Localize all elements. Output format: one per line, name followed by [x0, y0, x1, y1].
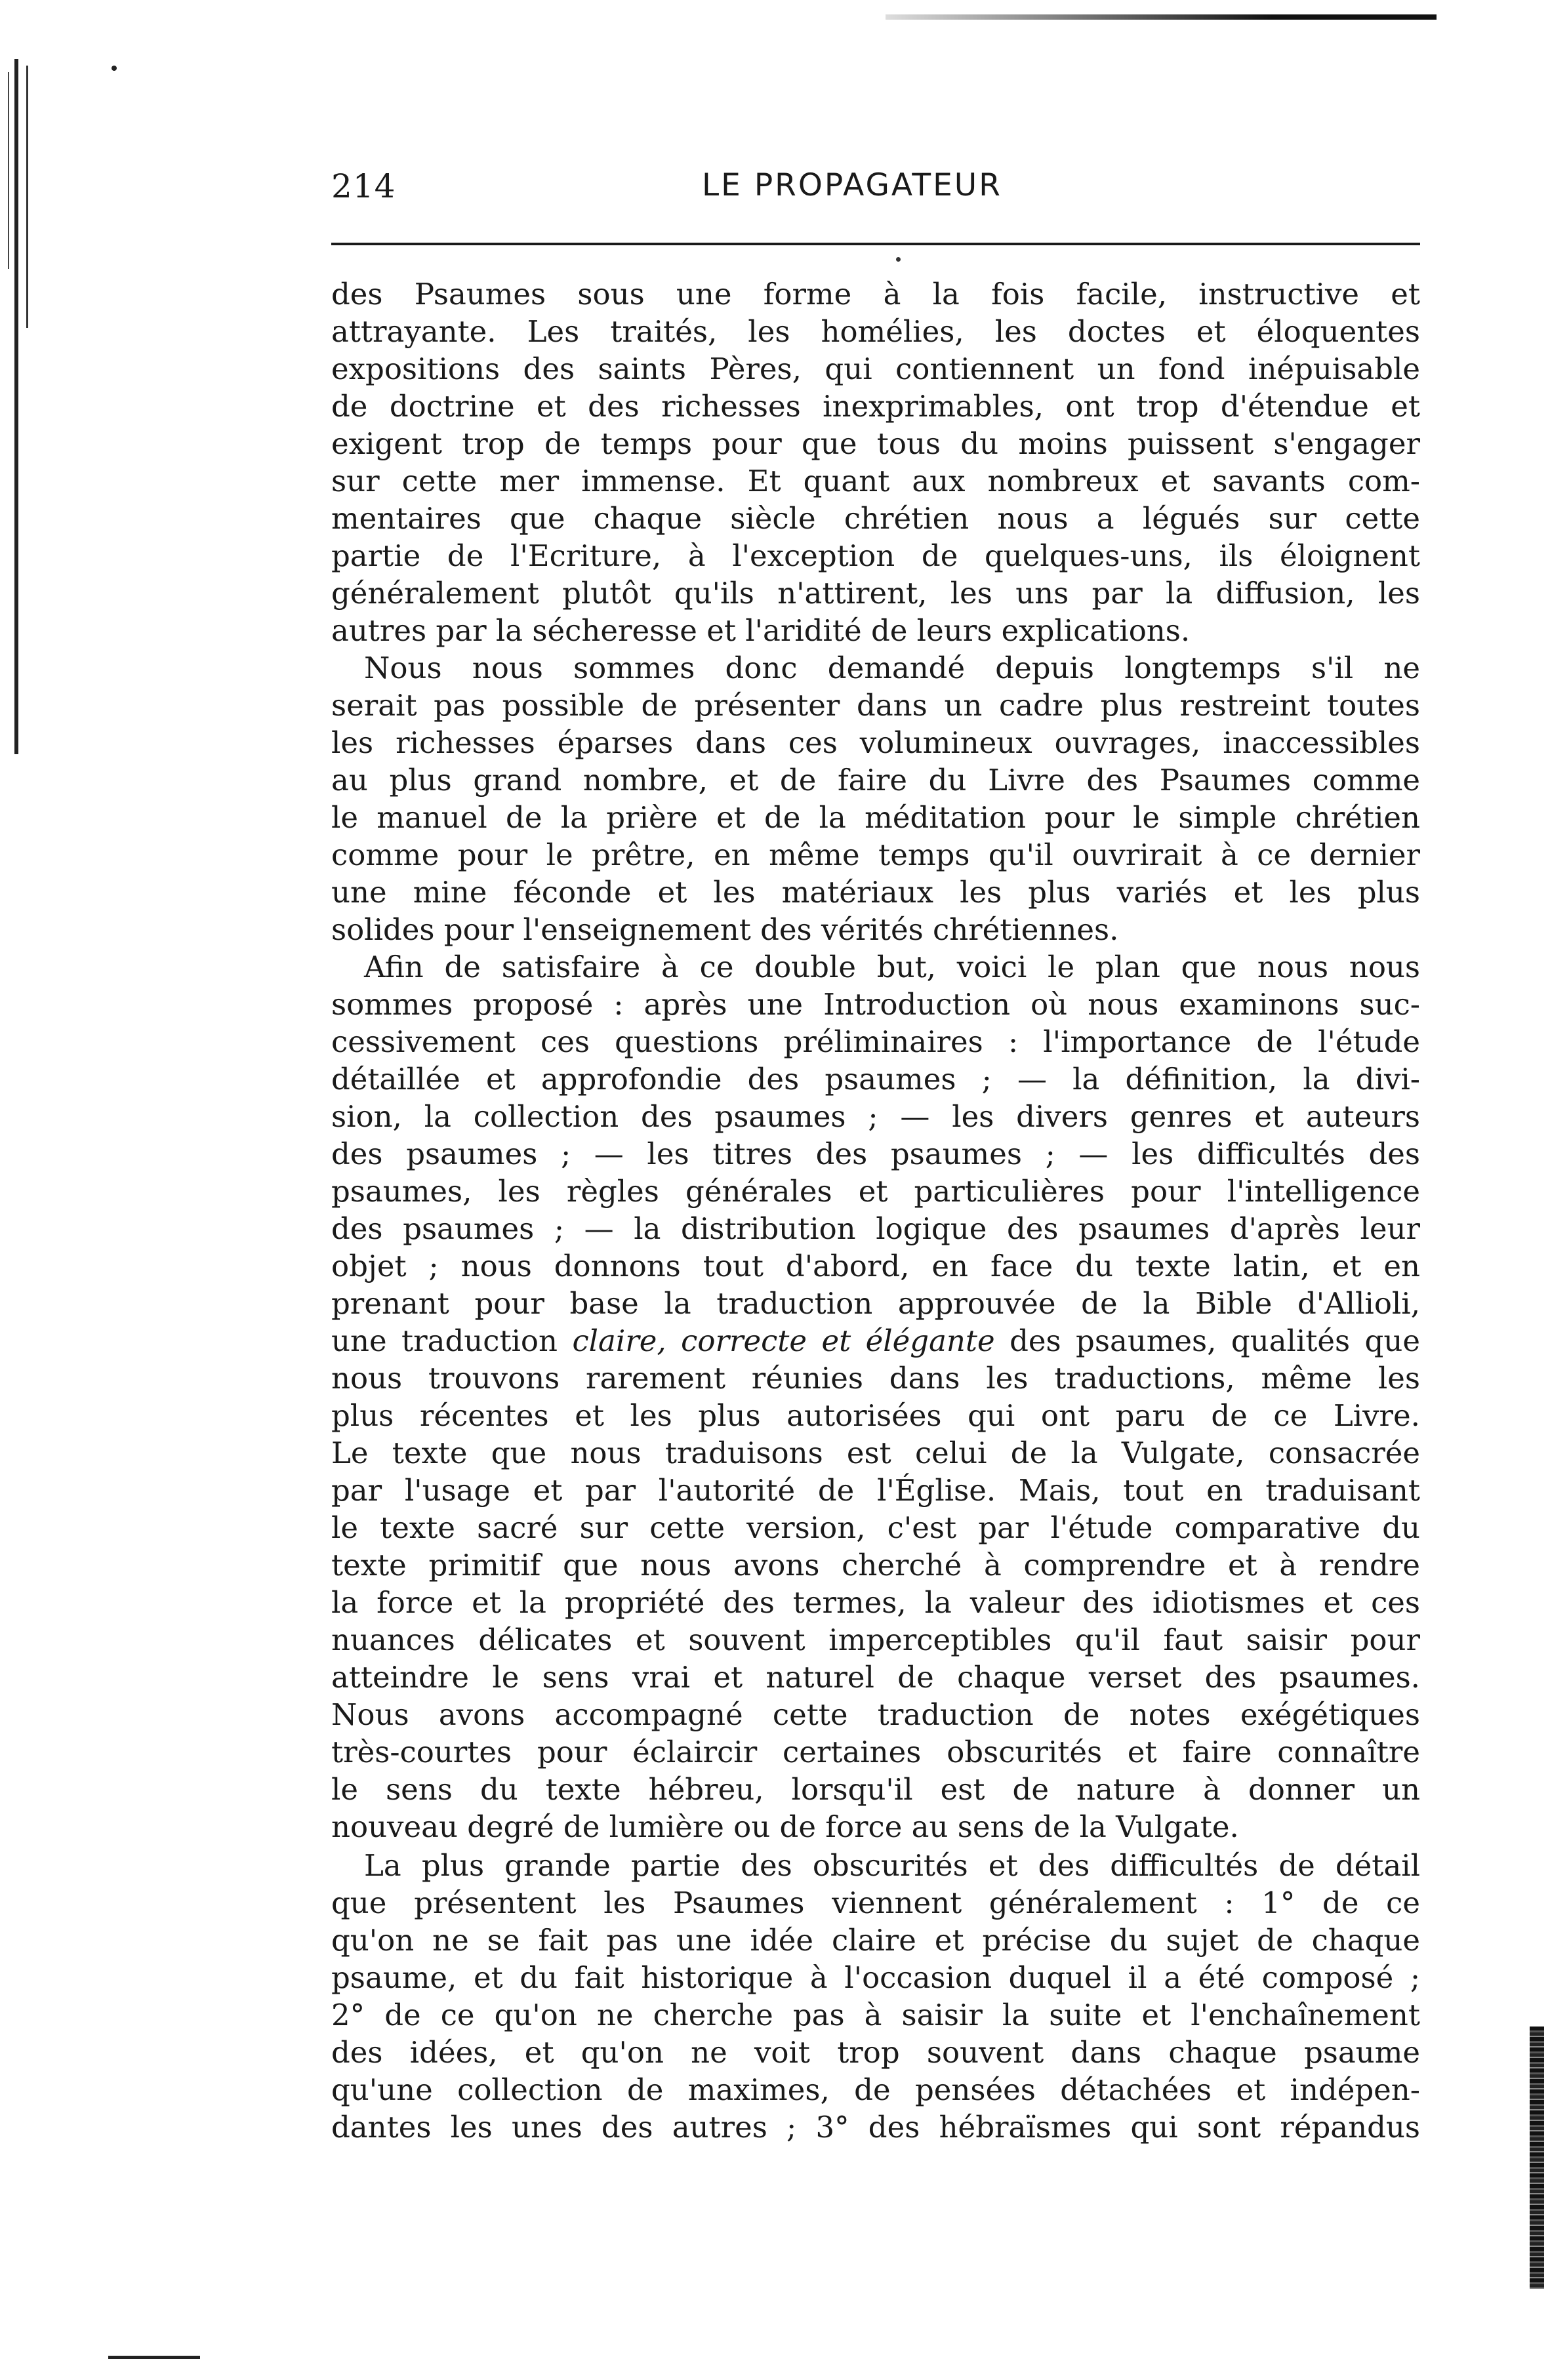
- text-line: serait pas possible de présenter dans un cadre plus restreint toutes: [331, 688, 1420, 723]
- text-line: qu'on ne se fait pas une idée claire et précise du sujet de chaque: [331, 1923, 1420, 1958]
- text-line: sur cette mer immense. Et quant aux nombreux et savants com-: [331, 464, 1420, 498]
- text-line: texte primitif que nous avons cherché à comprendre et à rendre: [331, 1548, 1420, 1583]
- text-line: sommes proposé : après une Introduction où nous examinons suc-: [331, 987, 1420, 1022]
- text-line: le manuel de la prière et de la méditation pour le simple chrétien: [331, 800, 1420, 835]
- text-line: objet ; nous donnons tout d'abord, en face du texte latin, et en: [331, 1249, 1420, 1283]
- page-number: 214: [331, 167, 396, 205]
- scan-edge-left-inner: [26, 66, 28, 328]
- italic-emphasis: claire, correcte et élégante: [572, 1323, 995, 1358]
- text-line: partie de l'Ecriture, à l'exception de quelques-uns, ils éloignent: [331, 538, 1420, 573]
- text-line-with-italic: [331, 1322, 1420, 1360]
- text-line: dantes les unes des autres ; 3° des hébraïsmes qui sont répandus: [331, 2110, 1420, 2145]
- text-line: mentaires que chaque siècle chrétien nous a légués sur cette: [331, 501, 1420, 536]
- text-line: Nous nous sommes donc demandé depuis longtemps s'il ne: [364, 651, 1420, 685]
- text-line: le texte sacré sur cette version, c'est par l'étude comparative du: [331, 1510, 1420, 1545]
- text-line: généralement plutôt qu'ils n'attirent, les uns par la diffusion, les: [331, 576, 1420, 611]
- text-line: solides pour l'enseignement des vérités chrétiennes.: [331, 912, 1119, 947]
- text-line: Afin de satisfaire à ce double but, voici le plan que nous nous: [364, 950, 1420, 984]
- text-line: comme pour le prêtre, en même temps qu'il ouvrirait à ce dernier: [331, 837, 1420, 872]
- text-line: sion, la collection des psaumes ; — les divers genres et auteurs: [331, 1099, 1420, 1134]
- text-line: des idées, et qu'on ne voit trop souvent dans chaque psaume: [331, 2035, 1420, 2070]
- text-line: détaillée et approfondie des psaumes ; — la définition, la divi-: [331, 1062, 1420, 1097]
- text-line: qu'une collection de maximes, de pensées détachées et indépen-: [331, 2072, 1420, 2107]
- scan-edge-bottom: [108, 2356, 200, 2359]
- text-line: des psaumes ; — la distribution logique des psaumes d'après leur: [331, 1211, 1420, 1246]
- text-line: plus récentes et les plus autorisées qui ont paru de ce Livre.: [331, 1398, 1420, 1433]
- scan-edge-left: [14, 59, 18, 754]
- text-line: cessivement ces questions préliminaires : l'importance de l'étude: [331, 1024, 1420, 1059]
- body-text: [331, 275, 1420, 2146]
- text-line: des psaumes ; — les titres des psaumes ; — les difficultés des: [331, 1137, 1420, 1171]
- text-line: atteindre le sens vrai et naturel de chaque verset des psaumes.: [331, 1660, 1420, 1695]
- text-line: au plus grand nombre, et de faire du Livre des Psaumes comme: [331, 763, 1420, 797]
- text-line: prenant pour base la traduction approuvée de la Bible d'Allioli,: [331, 1286, 1420, 1321]
- text-line: par l'usage et par l'autorité de l'Église. Mais, tout en traduisant: [331, 1473, 1420, 1508]
- text-line: psaume, et du fait historique à l'occasion duquel il a été composé ;: [331, 1960, 1420, 1995]
- text-line: autres par la sécheresse et l'aridité de leurs explications.: [331, 613, 1191, 648]
- text-line: nuances délicates et souvent imperceptibles qu'il faut saisir pour: [331, 1623, 1420, 1657]
- text-line: La plus grande partie des obscurités et des difficultés de détail: [364, 1848, 1420, 1883]
- text-line: la force et la propriété des termes, la valeur des idiotismes et ces: [331, 1585, 1420, 1620]
- text-line: 2° de ce qu'on ne cherche pas à saisir la suite et l'enchaînement: [331, 1998, 1420, 2032]
- text-line: Nous avons accompagné cette traduction de notes exégétiques: [331, 1697, 1420, 1732]
- text-line: attrayante. Les traités, les homélies, les doctes et éloquentes: [331, 314, 1420, 349]
- running-head: LE PROPAGATEUR: [702, 167, 1002, 203]
- text-line: nouveau degré de lumière ou de force au sens de la Vulgate.: [331, 1809, 1239, 1844]
- text-line: une mine féconde et les matériaux les plus variés et les plus: [331, 875, 1420, 910]
- scan-speck: [14, 577, 18, 581]
- text-line: Le texte que nous traduisons est celui de la Vulgate, consacrée: [331, 1436, 1420, 1470]
- scan-speck: [112, 66, 117, 71]
- text-line: psaumes, les règles générales et particulières pour l'intelligence: [331, 1174, 1420, 1209]
- scan-edge-right: [1530, 2027, 1544, 2289]
- text-line: exigent trop de temps pour que tous du moins puissent s'engager: [331, 426, 1420, 461]
- text-line: nous trouvons rarement réunies dans les traductions, même les: [331, 1361, 1420, 1396]
- text-span: des psaumes, qualités que: [994, 1323, 1420, 1358]
- text-line: que présentent les Psaumes viennent généralement : 1° de ce: [331, 1886, 1420, 1920]
- scan-edge-top: [886, 14, 1437, 20]
- text-line: expositions des saints Pères, qui contiennent un fond inépuisable: [331, 352, 1420, 386]
- text-line: très-courtes pour éclaircir certaines obscurités et faire connaître: [331, 1735, 1420, 1769]
- text-line: de doctrine et des richesses inexprimables, ont trop d'étendue et: [331, 389, 1420, 424]
- scan-edge-left-outer: [8, 72, 9, 269]
- header-rule: [331, 243, 1420, 245]
- text-line: le sens du texte hébreu, lorsqu'il est de nature à donner un: [331, 1772, 1420, 1807]
- text-line: les richesses éparses dans ces volumineux ouvrages, inaccessibles: [331, 725, 1420, 760]
- page-header: [331, 167, 1420, 213]
- text-span: une traduction: [331, 1323, 573, 1358]
- text-line: des Psaumes sous une forme à la fois facile, instructive et: [331, 277, 1420, 312]
- header-dot: [896, 257, 901, 262]
